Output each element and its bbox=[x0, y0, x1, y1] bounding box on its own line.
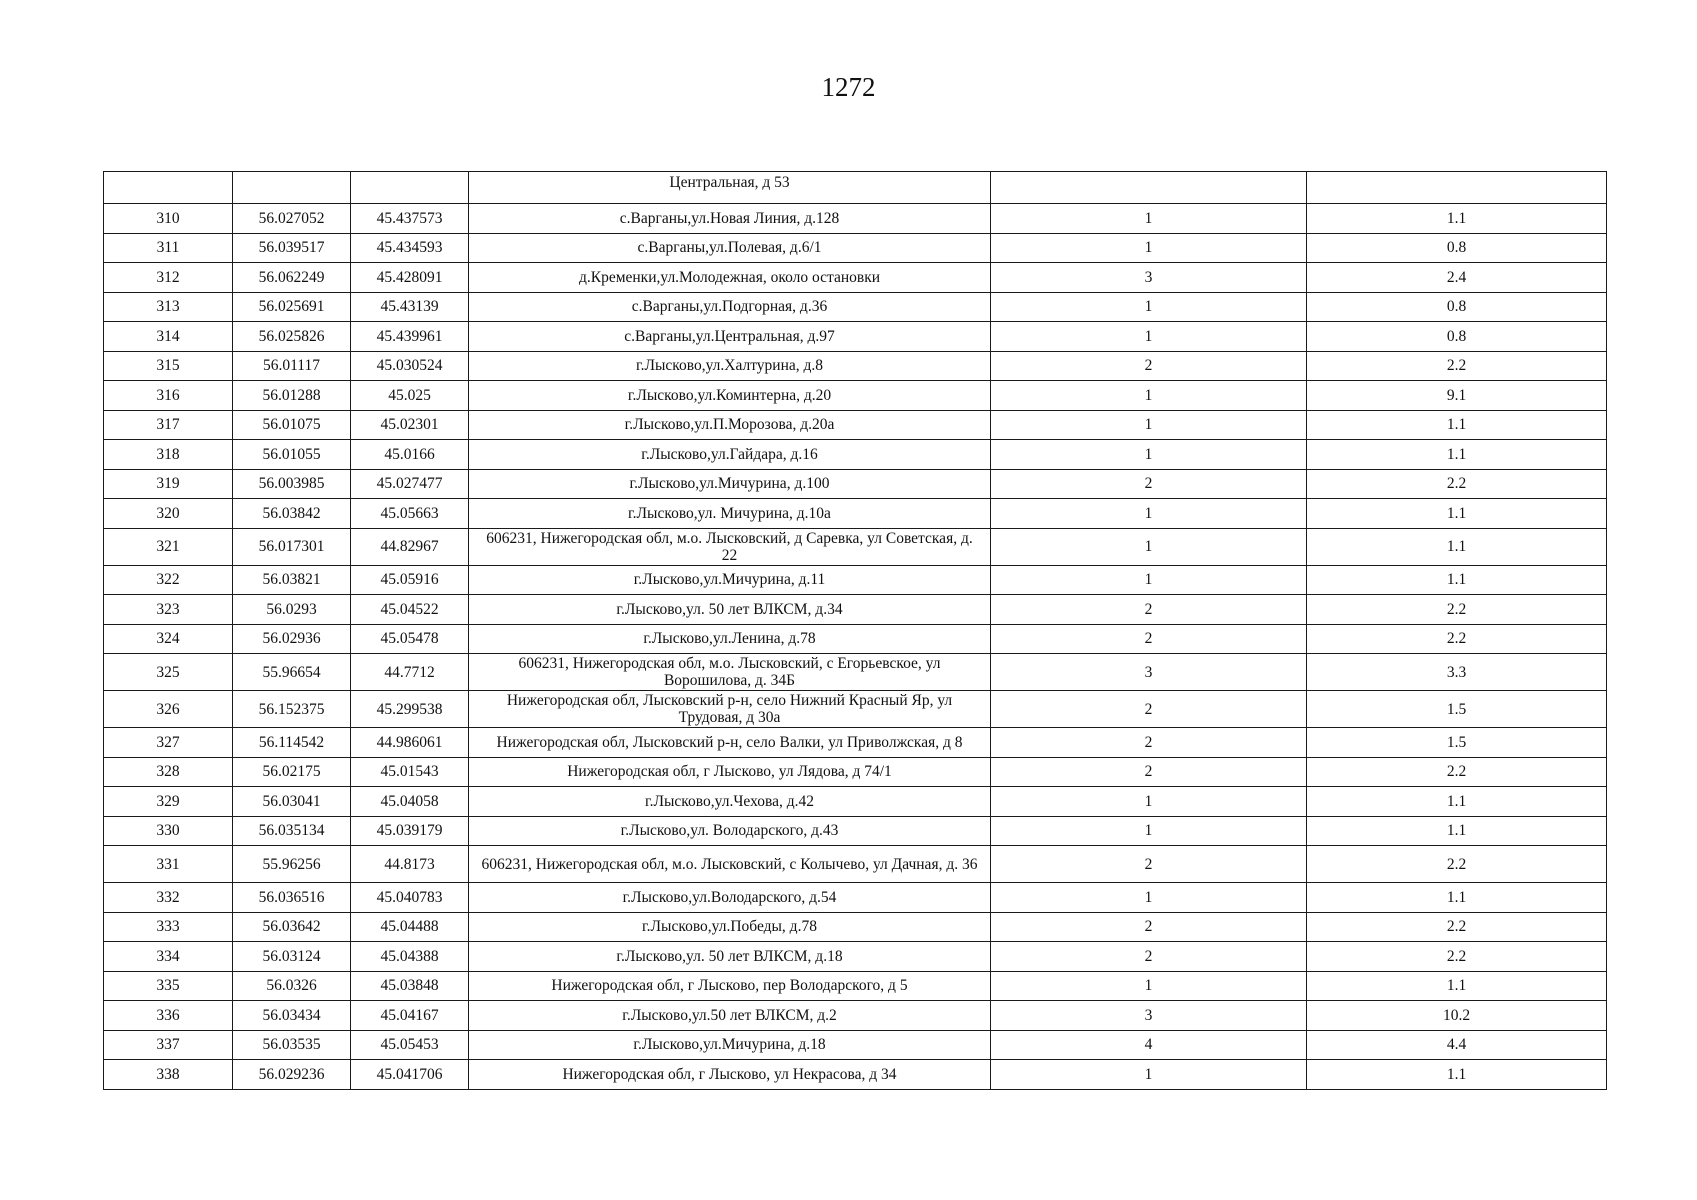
cell-longitude: 45.04167 bbox=[351, 1001, 469, 1031]
cell-container-count: 3 bbox=[991, 1001, 1307, 1031]
cell-container-count: 2 bbox=[991, 624, 1307, 654]
cell-container-count: 1 bbox=[991, 322, 1307, 352]
cell-latitude: 56.03041 bbox=[233, 787, 351, 817]
cell-latitude: 56.02936 bbox=[233, 624, 351, 654]
cell-volume: 2.2 bbox=[1307, 757, 1607, 787]
cell-container-count: 2 bbox=[991, 942, 1307, 972]
cell-number: 331 bbox=[104, 846, 233, 883]
cell-container-count: 2 bbox=[991, 595, 1307, 625]
cell-container-count: 3 bbox=[991, 654, 1307, 691]
cell-longitude: 44.986061 bbox=[351, 728, 469, 758]
table-row bbox=[104, 846, 1607, 883]
table-row bbox=[104, 204, 1607, 234]
cell-volume: 2.2 bbox=[1307, 912, 1607, 942]
cell-longitude: 44.7712 bbox=[351, 654, 469, 691]
cell-longitude bbox=[351, 172, 469, 204]
table-row bbox=[104, 883, 1607, 913]
cell-longitude: 45.05663 bbox=[351, 499, 469, 529]
cell-address: Нижегородская обл, г Лысково, ул Некрасова, д 34 bbox=[469, 1060, 991, 1090]
cell-container-count: 1 bbox=[991, 528, 1307, 565]
cell-address: Нижегородская обл, г Лысково, ул Лядова, д 74/1 bbox=[469, 757, 991, 787]
cell-latitude: 56.01288 bbox=[233, 381, 351, 411]
cell-container-count: 2 bbox=[991, 469, 1307, 499]
cell-volume: 2.2 bbox=[1307, 846, 1607, 883]
cell-latitude: 56.029236 bbox=[233, 1060, 351, 1090]
cell-volume: 2.4 bbox=[1307, 263, 1607, 293]
cell-container-count: 1 bbox=[991, 410, 1307, 440]
cell-number: 324 bbox=[104, 624, 233, 654]
cell-longitude: 45.0166 bbox=[351, 440, 469, 470]
cell-address: г.Лысково,ул.Володарского, д.54 bbox=[469, 883, 991, 913]
cell-address: г.Лысково,ул.Победы, д.78 bbox=[469, 912, 991, 942]
cell-volume: 1.1 bbox=[1307, 410, 1607, 440]
cell-container-count: 2 bbox=[991, 728, 1307, 758]
table-row bbox=[104, 351, 1607, 381]
cell-latitude: 56.035134 bbox=[233, 816, 351, 846]
cell-number bbox=[104, 172, 233, 204]
cell-longitude: 45.04522 bbox=[351, 595, 469, 625]
cell-number: 317 bbox=[104, 410, 233, 440]
cell-address: г.Лысково,ул.Мичурина, д.11 bbox=[469, 565, 991, 595]
cell-volume: 1.1 bbox=[1307, 528, 1607, 565]
cell-number: 321 bbox=[104, 528, 233, 565]
cell-volume: 1.1 bbox=[1307, 787, 1607, 817]
cell-address: г.Лысково,ул.П.Морозова, д.20а bbox=[469, 410, 991, 440]
cell-latitude: 56.0326 bbox=[233, 971, 351, 1001]
cell-address: г.Лысково,ул.Коминтерна, д.20 bbox=[469, 381, 991, 411]
cell-address: с.Варганы,ул.Подгорная, д.36 bbox=[469, 292, 991, 322]
table-row bbox=[104, 565, 1607, 595]
table-row bbox=[104, 322, 1607, 352]
cell-volume: 0.8 bbox=[1307, 322, 1607, 352]
cell-longitude: 45.05453 bbox=[351, 1030, 469, 1060]
cell-address: Центральная, д 53 bbox=[469, 172, 991, 204]
container-sites-table bbox=[103, 171, 1607, 1090]
cell-number: 335 bbox=[104, 971, 233, 1001]
cell-container-count: 2 bbox=[991, 912, 1307, 942]
cell-latitude: 56.01117 bbox=[233, 351, 351, 381]
cell-address: г.Лысково,ул.Чехова, д.42 bbox=[469, 787, 991, 817]
table-row bbox=[104, 469, 1607, 499]
cell-address: д.Кременки,ул.Молодежная, около остановки bbox=[469, 263, 991, 293]
cell-container-count: 1 bbox=[991, 787, 1307, 817]
cell-address: г.Лысково,ул. Мичурина, д.10а bbox=[469, 499, 991, 529]
cell-address: г.Лысково,ул.Мичурина, д.100 bbox=[469, 469, 991, 499]
cell-address: Нижегородская обл, Лысковский р-н, село Нижний Красный Яр, ул Трудовая, д 30а bbox=[469, 691, 991, 728]
cell-container-count: 1 bbox=[991, 233, 1307, 263]
table-row bbox=[104, 1030, 1607, 1060]
cell-latitude: 56.062249 bbox=[233, 263, 351, 293]
cell-number: 332 bbox=[104, 883, 233, 913]
cell-number: 333 bbox=[104, 912, 233, 942]
cell-address: Нижегородская обл, г Лысково, пер Володарского, д 5 bbox=[469, 971, 991, 1001]
cell-address: г.Лысково,ул.Халтурина, д.8 bbox=[469, 351, 991, 381]
cell-container-count: 1 bbox=[991, 816, 1307, 846]
cell-number: 326 bbox=[104, 691, 233, 728]
table-row bbox=[104, 1060, 1607, 1090]
cell-address: 606231, Нижегородская обл, м.о. Лысковский, д Саревка, ул Советская, д. 22 bbox=[469, 528, 991, 565]
cell-latitude: 56.01075 bbox=[233, 410, 351, 440]
table-row bbox=[104, 942, 1607, 972]
cell-number: 318 bbox=[104, 440, 233, 470]
cell-address: г.Лысково,ул. Володарского, д.43 bbox=[469, 816, 991, 846]
cell-latitude: 56.025691 bbox=[233, 292, 351, 322]
cell-latitude: 55.96654 bbox=[233, 654, 351, 691]
cell-volume: 1.1 bbox=[1307, 816, 1607, 846]
cell-container-count bbox=[991, 172, 1307, 204]
cell-longitude: 44.8173 bbox=[351, 846, 469, 883]
cell-address: с.Варганы,ул.Полевая, д.6/1 bbox=[469, 233, 991, 263]
cell-number: 336 bbox=[104, 1001, 233, 1031]
cell-container-count: 1 bbox=[991, 1060, 1307, 1090]
cell-container-count: 1 bbox=[991, 499, 1307, 529]
cell-latitude: 55.96256 bbox=[233, 846, 351, 883]
cell-latitude: 56.03535 bbox=[233, 1030, 351, 1060]
cell-longitude: 45.437573 bbox=[351, 204, 469, 234]
cell-longitude: 45.05916 bbox=[351, 565, 469, 595]
cell-volume: 1.5 bbox=[1307, 691, 1607, 728]
cell-latitude: 56.03821 bbox=[233, 565, 351, 595]
cell-container-count: 3 bbox=[991, 263, 1307, 293]
cell-container-count: 1 bbox=[991, 565, 1307, 595]
cell-volume: 1.1 bbox=[1307, 440, 1607, 470]
cell-container-count: 2 bbox=[991, 351, 1307, 381]
table-row bbox=[104, 971, 1607, 1001]
cell-longitude: 45.02301 bbox=[351, 410, 469, 440]
cell-number: 320 bbox=[104, 499, 233, 529]
cell-latitude: 56.03642 bbox=[233, 912, 351, 942]
cell-volume bbox=[1307, 172, 1607, 204]
cell-volume: 1.5 bbox=[1307, 728, 1607, 758]
cell-latitude: 56.0293 bbox=[233, 595, 351, 625]
cell-longitude: 45.299538 bbox=[351, 691, 469, 728]
table-row bbox=[104, 1001, 1607, 1031]
table-row bbox=[104, 410, 1607, 440]
table-row bbox=[104, 787, 1607, 817]
cell-longitude: 45.428091 bbox=[351, 263, 469, 293]
cell-longitude: 45.03848 bbox=[351, 971, 469, 1001]
cell-latitude: 56.152375 bbox=[233, 691, 351, 728]
cell-address: Нижегородская обл, Лысковский р-н, село Валки, ул Приволжская, д 8 bbox=[469, 728, 991, 758]
cell-latitude: 56.01055 bbox=[233, 440, 351, 470]
cell-volume: 3.3 bbox=[1307, 654, 1607, 691]
table-row bbox=[104, 263, 1607, 293]
table-row bbox=[104, 233, 1607, 263]
cell-volume: 2.2 bbox=[1307, 469, 1607, 499]
table-row bbox=[104, 728, 1607, 758]
table-row bbox=[104, 381, 1607, 411]
cell-number: 328 bbox=[104, 757, 233, 787]
cell-number: 312 bbox=[104, 263, 233, 293]
table-row bbox=[104, 757, 1607, 787]
cell-volume: 1.1 bbox=[1307, 1060, 1607, 1090]
cell-volume: 2.2 bbox=[1307, 942, 1607, 972]
table-row bbox=[104, 595, 1607, 625]
cell-container-count: 4 bbox=[991, 1030, 1307, 1060]
cell-longitude: 45.040783 bbox=[351, 883, 469, 913]
cell-container-count: 1 bbox=[991, 440, 1307, 470]
table-row-continuation bbox=[104, 172, 1607, 204]
cell-number: 315 bbox=[104, 351, 233, 381]
cell-number: 338 bbox=[104, 1060, 233, 1090]
cell-number: 330 bbox=[104, 816, 233, 846]
cell-container-count: 1 bbox=[991, 292, 1307, 322]
cell-latitude: 56.039517 bbox=[233, 233, 351, 263]
cell-longitude: 45.039179 bbox=[351, 816, 469, 846]
cell-number: 319 bbox=[104, 469, 233, 499]
cell-number: 310 bbox=[104, 204, 233, 234]
cell-latitude: 56.003985 bbox=[233, 469, 351, 499]
cell-latitude bbox=[233, 172, 351, 204]
table-row bbox=[104, 691, 1607, 728]
cell-longitude: 45.439961 bbox=[351, 322, 469, 352]
table-row bbox=[104, 440, 1607, 470]
table-row bbox=[104, 624, 1607, 654]
cell-address: г.Лысково,ул.Мичурина, д.18 bbox=[469, 1030, 991, 1060]
cell-latitude: 56.027052 bbox=[233, 204, 351, 234]
cell-address: г.Лысково,ул. 50 лет ВЛКСМ, д.18 bbox=[469, 942, 991, 972]
cell-number: 329 bbox=[104, 787, 233, 817]
table-row bbox=[104, 912, 1607, 942]
cell-longitude: 45.43139 bbox=[351, 292, 469, 322]
cell-number: 314 bbox=[104, 322, 233, 352]
cell-number: 316 bbox=[104, 381, 233, 411]
cell-volume: 2.2 bbox=[1307, 351, 1607, 381]
cell-container-count: 1 bbox=[991, 971, 1307, 1001]
cell-number: 334 bbox=[104, 942, 233, 972]
cell-longitude: 45.434593 bbox=[351, 233, 469, 263]
table-row bbox=[104, 499, 1607, 529]
cell-volume: 2.2 bbox=[1307, 595, 1607, 625]
cell-latitude: 56.036516 bbox=[233, 883, 351, 913]
cell-volume: 2.2 bbox=[1307, 624, 1607, 654]
cell-latitude: 56.025826 bbox=[233, 322, 351, 352]
table-row bbox=[104, 292, 1607, 322]
cell-latitude: 56.017301 bbox=[233, 528, 351, 565]
cell-volume: 1.1 bbox=[1307, 883, 1607, 913]
cell-address: с.Варганы,ул.Новая Линия, д.128 bbox=[469, 204, 991, 234]
cell-address: 606231, Нижегородская обл, м.о. Лысковский, с Егорьевское, ул Ворошилова, д. 34Б bbox=[469, 654, 991, 691]
table-row bbox=[104, 816, 1607, 846]
cell-longitude: 45.025 bbox=[351, 381, 469, 411]
cell-container-count: 1 bbox=[991, 381, 1307, 411]
cell-longitude: 45.041706 bbox=[351, 1060, 469, 1090]
cell-longitude: 45.04488 bbox=[351, 912, 469, 942]
table-row bbox=[104, 654, 1607, 691]
cell-volume: 0.8 bbox=[1307, 233, 1607, 263]
table-body bbox=[104, 172, 1607, 1090]
cell-container-count: 1 bbox=[991, 204, 1307, 234]
cell-number: 337 bbox=[104, 1030, 233, 1060]
cell-address: г.Лысково,ул.Гайдара, д.16 bbox=[469, 440, 991, 470]
cell-longitude: 45.027477 bbox=[351, 469, 469, 499]
cell-number: 327 bbox=[104, 728, 233, 758]
cell-address: с.Варганы,ул.Центральная, д.97 bbox=[469, 322, 991, 352]
cell-volume: 10.2 bbox=[1307, 1001, 1607, 1031]
cell-longitude: 45.05478 bbox=[351, 624, 469, 654]
cell-longitude: 45.04388 bbox=[351, 942, 469, 972]
cell-longitude: 45.01543 bbox=[351, 757, 469, 787]
page-number: 1272 bbox=[821, 72, 876, 102]
cell-longitude: 44.82967 bbox=[351, 528, 469, 565]
cell-address: г.Лысково,ул. 50 лет ВЛКСМ, д.34 bbox=[469, 595, 991, 625]
cell-number: 323 bbox=[104, 595, 233, 625]
cell-latitude: 56.114542 bbox=[233, 728, 351, 758]
cell-volume: 0.8 bbox=[1307, 292, 1607, 322]
cell-container-count: 2 bbox=[991, 691, 1307, 728]
cell-container-count: 2 bbox=[991, 757, 1307, 787]
cell-number: 311 bbox=[104, 233, 233, 263]
cell-number: 313 bbox=[104, 292, 233, 322]
table-row bbox=[104, 528, 1607, 565]
cell-latitude: 56.03124 bbox=[233, 942, 351, 972]
cell-latitude: 56.02175 bbox=[233, 757, 351, 787]
cell-address: 606231, Нижегородская обл, м.о. Лысковский, с Колычево, ул Дачная, д. 36 bbox=[469, 846, 991, 883]
cell-number: 325 bbox=[104, 654, 233, 691]
cell-latitude: 56.03434 bbox=[233, 1001, 351, 1031]
cell-volume: 1.1 bbox=[1307, 565, 1607, 595]
cell-address: г.Лысково,ул.Ленина, д.78 bbox=[469, 624, 991, 654]
cell-container-count: 1 bbox=[991, 883, 1307, 913]
cell-longitude: 45.030524 bbox=[351, 351, 469, 381]
cell-latitude: 56.03842 bbox=[233, 499, 351, 529]
cell-longitude: 45.04058 bbox=[351, 787, 469, 817]
cell-number: 322 bbox=[104, 565, 233, 595]
cell-volume: 4.4 bbox=[1307, 1030, 1607, 1060]
cell-address: г.Лысково,ул.50 лет ВЛКСМ, д.2 bbox=[469, 1001, 991, 1031]
cell-volume: 9.1 bbox=[1307, 381, 1607, 411]
cell-volume: 1.1 bbox=[1307, 971, 1607, 1001]
cell-volume: 1.1 bbox=[1307, 499, 1607, 529]
cell-container-count: 2 bbox=[991, 846, 1307, 883]
cell-volume: 1.1 bbox=[1307, 204, 1607, 234]
